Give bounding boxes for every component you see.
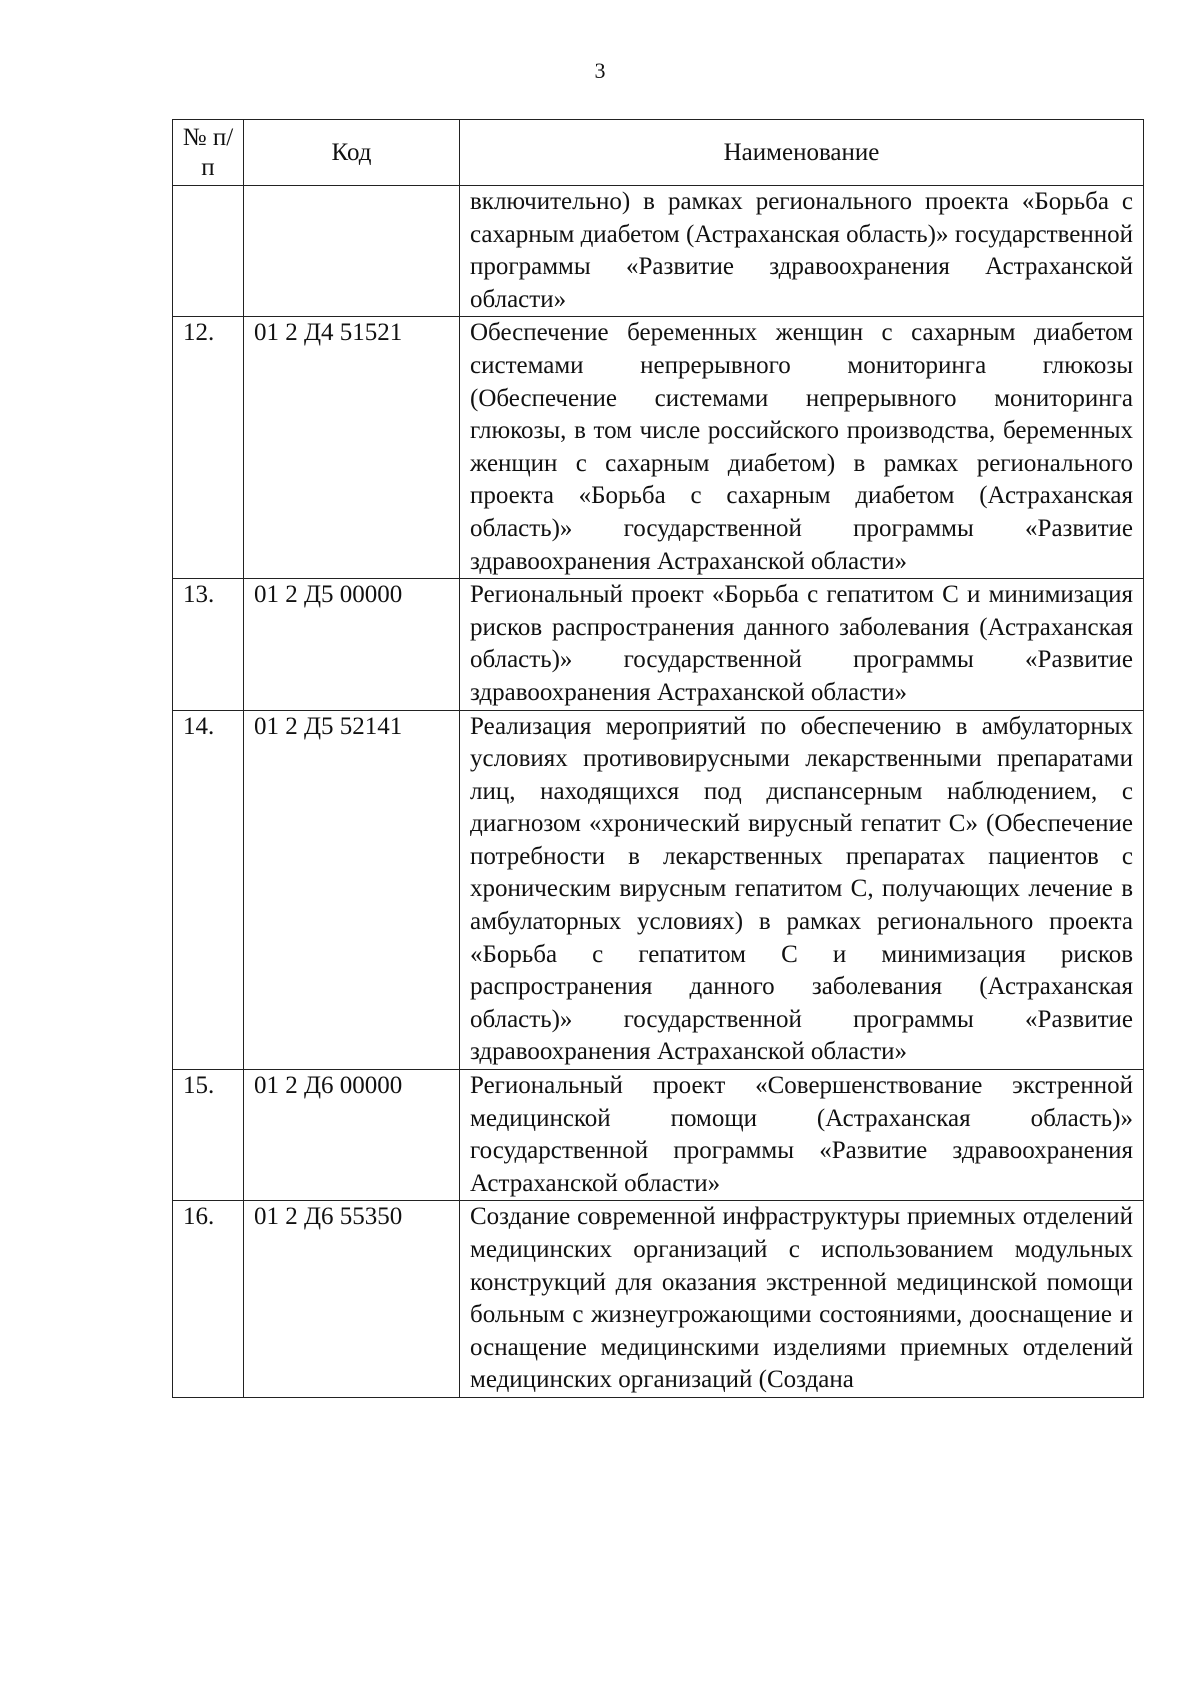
table-row: [173, 1201, 1144, 1398]
header-name: Наименование: [460, 120, 1144, 186]
row-name: включительно) в рамках регионального проекта «Борьба с сахарным диабетом (Астраханская область)» государственной программы «Развитие здравоохранения Астраханской области»: [460, 186, 1144, 317]
page-number: 3: [594, 58, 606, 83]
row-name: Региональный проект «Борьба с гепатитом С и минимизация рисков распространения данного заболевания (Астраханская область)» государственной программы «Развитие здравоохранения Астраханской области»: [460, 579, 1144, 710]
table-header-row: [173, 120, 1144, 186]
row-number: 12.: [173, 317, 244, 579]
table-row: [173, 186, 1144, 317]
budget-classification-table: [172, 119, 1144, 1398]
table-row: [173, 317, 1144, 579]
row-number: [173, 186, 244, 317]
table-row: [173, 710, 1144, 1070]
table-row: [173, 579, 1144, 710]
row-number: 14.: [173, 710, 244, 1070]
row-code: [244, 186, 460, 317]
row-code: 01 2 Д6 55350: [244, 1201, 460, 1398]
row-code: 01 2 Д5 00000: [244, 579, 460, 710]
row-number: 16.: [173, 1201, 244, 1398]
row-name: Региональный проект «Совершенствование экстренной медицинской помощи (Астраханская область)» государственной программы «Развитие здравоохранения Астраханской области»: [460, 1070, 1144, 1201]
row-code: 01 2 Д4 51521: [244, 317, 460, 579]
header-num: № п/п: [173, 120, 244, 186]
row-name: Обеспечение беременных женщин с сахарным диабетом системами непрерывного мониторинга глюкозы (Обеспечение системами непрерывного мониторинга глюкозы, в том числе российского производства, беременных женщин с сахарным диабетом) в рамках регионального проекта «Борьба с сахарным диабетом (Астраханская область)» государственной программы «Развитие здравоохранения Астраханской области»: [460, 317, 1144, 579]
row-code: 01 2 Д5 52141: [244, 710, 460, 1070]
row-number: 13.: [173, 579, 244, 710]
row-number: 15.: [173, 1070, 244, 1201]
header-code: Код: [244, 120, 460, 186]
row-name: Реализация мероприятий по обеспечению в амбулаторных условиях противовирусными лекарственными препаратами лиц, находящихся под диспансерным наблюдением, с диагнозом «хронический вирусный гепатит С» (Обеспечение потребности в лекарственных препаратах пациентов с хроническим вирусным гепатитом С, получающих лечение в амбулаторных условиях) в рамках регионального проекта «Борьба с гепатитом С и минимизация рисков распространения данного заболевания (Астраханская область)» государственной программы «Развитие здравоохранения Астраханской области»: [460, 710, 1144, 1070]
table-row: [173, 1070, 1144, 1201]
row-name: Создание современной инфраструктуры приемных отделений медицинских организаций с использованием модульных конструкций для оказания экстренной медицинской помощи больным с жизнеугрожающими состояниями, дооснащение и оснащение медицинскими изделиями приемных отделений медицинских организаций (Создана: [460, 1201, 1144, 1398]
row-code: 01 2 Д6 00000: [244, 1070, 460, 1201]
